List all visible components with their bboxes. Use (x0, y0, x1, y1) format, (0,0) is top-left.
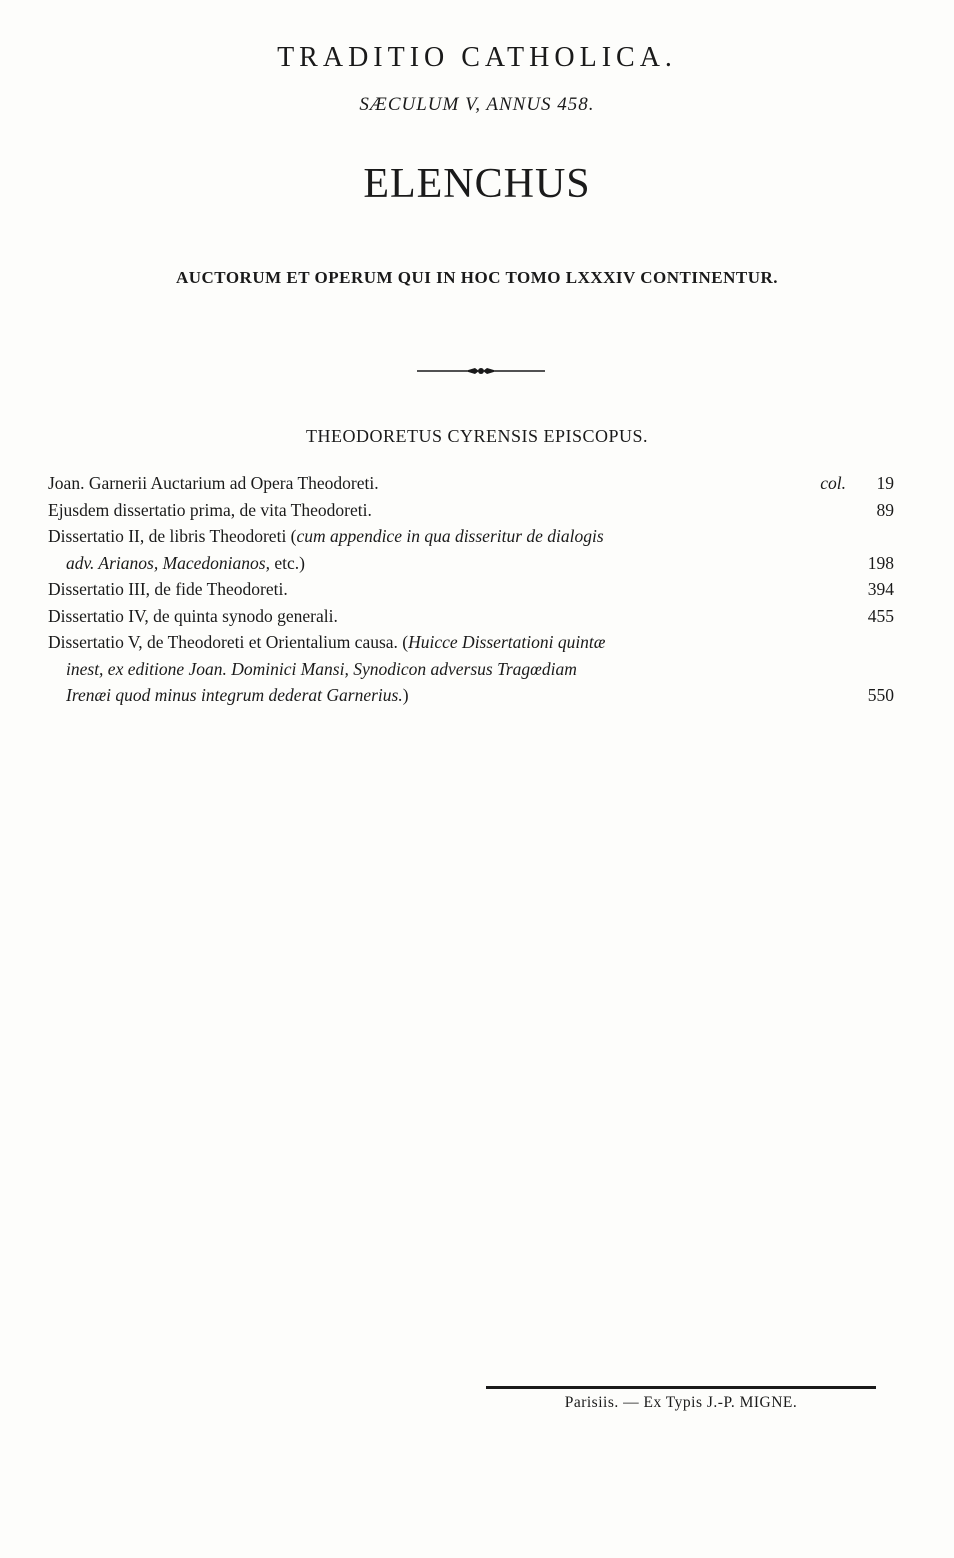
entry-note-end: etc.) (269, 552, 305, 573)
entry-continuation (48, 682, 824, 709)
entry-title: Joan. Garnerii Auctarium ad Opera Theodoreti. (48, 473, 379, 493)
entry-title: Dissertatio II, de libris Theodoreti ( (48, 526, 297, 546)
imprint: Parisiis. — Ex Typis J.-P. MIGNE. (564, 1394, 798, 1411)
entry-note-continued: Irenæi quod minus integrum dederat Garnerius. (66, 685, 403, 705)
column-number: 89 (876, 499, 894, 520)
page-heading: ELENCHUS (363, 161, 591, 207)
century-year-line: SÆCULUM V, ANNUS 458. (359, 94, 595, 115)
column-label: col. (820, 473, 846, 493)
column-number: 198 (867, 552, 894, 573)
table-of-contents (48, 470, 894, 709)
heading-subtitle: AUCTORUM ET OPERUM QUI IN HOC TOMO LXXXIV CONTINENTUR. (175, 268, 779, 287)
toc-entry (48, 523, 894, 576)
entry-title: Dissertatio IV, de quinta synodo generali. (48, 605, 338, 626)
imprint-rule (486, 1386, 876, 1389)
toc-entry (48, 497, 894, 524)
ornament-divider (417, 364, 545, 378)
author-heading: THEODORETUS CYRENSIS EPISCOPUS. (305, 426, 649, 446)
entry-note: cum appendice in qua disseritur de dialogis (296, 526, 604, 546)
entry-note-continued: adv. Arianos, Macedonianos, (66, 552, 270, 573)
entry-continuation (48, 550, 824, 577)
entry-title: Ejusdem dissertatio prima, de vita Theodoreti. (48, 499, 372, 520)
entry-note-continued: inest, ex editione Joan. Dominici Mansi, Synodicon adversus Tragœdiam (66, 658, 577, 679)
toc-entry (48, 629, 894, 709)
column-number: 550 (867, 685, 894, 705)
toc-entry (48, 576, 894, 603)
toc-entry (48, 470, 894, 497)
entry-note: Huicce Dissertationi quintæ (408, 632, 606, 652)
running-title: TRADITIO CATHOLICA. (277, 42, 677, 73)
entry-title: Dissertatio V, de Theodoreti et Orientalium causa. ( (48, 632, 409, 652)
column-number: 455 (867, 605, 894, 626)
column-number: 394 (867, 579, 894, 599)
entry-note-end: ) (402, 685, 409, 705)
toc-entry (48, 603, 894, 630)
column-number: 19 (876, 473, 894, 493)
entry-title: Dissertatio III, de fide Theodoreti. (48, 579, 288, 599)
